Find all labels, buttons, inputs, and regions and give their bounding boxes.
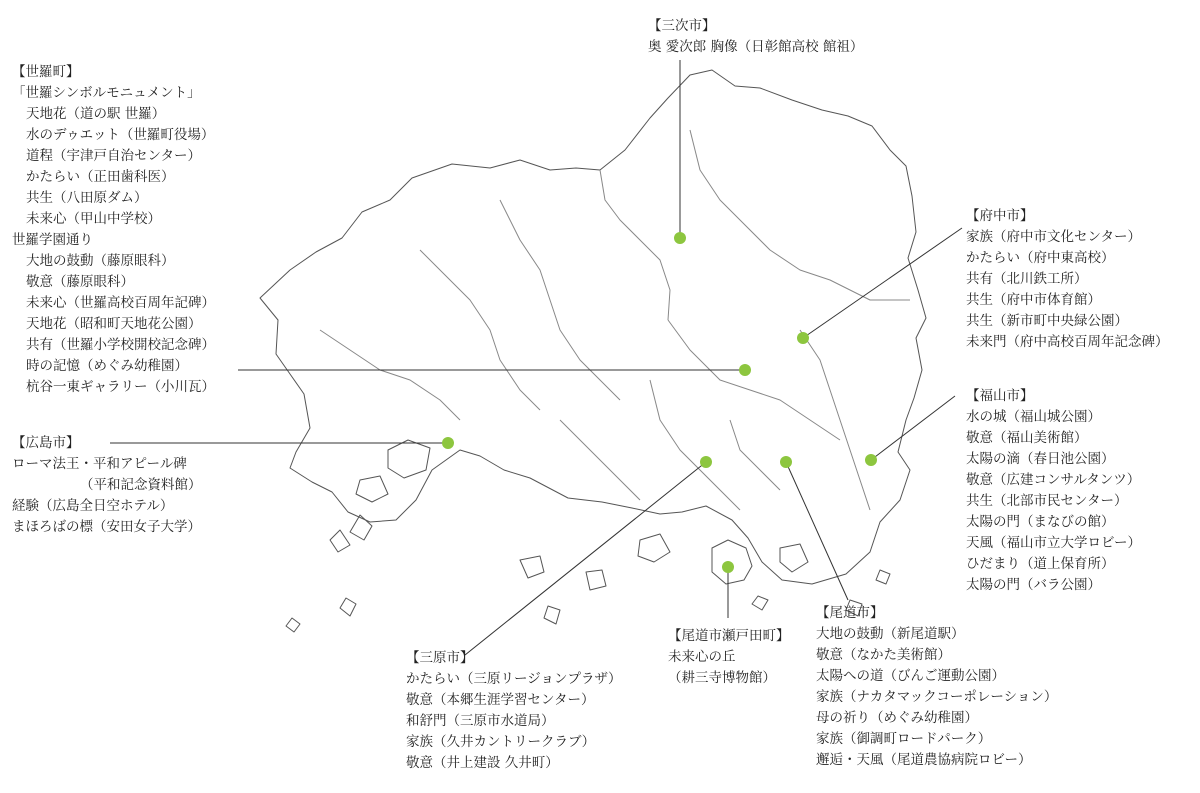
island	[340, 598, 356, 616]
boundary	[320, 330, 460, 420]
boundary	[730, 420, 780, 490]
setoda-item: 未来心の丘	[668, 649, 736, 665]
fukuyama-item: 天風（福山市立大学ロビー）	[966, 535, 1141, 551]
miyoshi-item: 奥 愛次郎 胸像（日彰館高校 館祖）	[648, 39, 864, 55]
dot-fukuyama	[865, 454, 877, 466]
setoda-block	[668, 626, 790, 689]
dot-setoda	[722, 561, 734, 573]
location-dots	[442, 232, 877, 573]
sera-item: かたらい（正田歯科医）	[26, 169, 175, 185]
boundary	[668, 320, 840, 440]
mihara-item: 敬意（井上建設 久井町）	[406, 755, 559, 771]
boundary	[600, 170, 670, 320]
island	[780, 544, 808, 572]
sera-item: 未来心（世羅高校百周年記碑）	[26, 295, 215, 311]
sera-item: 時の記憶（めぐみ幼稚園）	[26, 358, 188, 374]
fuchu-block	[966, 206, 1169, 353]
fukuyama-item: 太陽の滴（春日池公園）	[966, 451, 1115, 467]
onomichi-block	[816, 603, 1057, 771]
leader-line-fuchu	[803, 228, 962, 338]
leader-line-onomichi	[786, 462, 848, 600]
island	[350, 515, 372, 540]
island	[876, 570, 890, 584]
onomichi-item: 家族（ナカタマックコーポレーション）	[816, 689, 1058, 705]
sera-item: 天地花（道の駅 世羅）	[26, 106, 166, 122]
island	[544, 606, 560, 624]
sera-item: 道程（宇津戸自治センター）	[26, 148, 201, 164]
hiroshima-block	[12, 433, 202, 538]
fukuyama-item: 敬意（広建コンサルタンツ）	[966, 472, 1141, 488]
hiroshima-item: 経験（広島全日空ホテル）	[12, 498, 174, 514]
sera-item: 天地花（昭和町天地花公園）	[26, 316, 202, 332]
setoda-item: （耕三寺博物館）	[668, 670, 776, 686]
prefecture-outline	[260, 70, 926, 584]
mihara-item: 敬意（本郷生涯学習センター）	[406, 692, 595, 708]
mihara-item: 家族（久井カントリークラブ）	[406, 734, 596, 750]
onomichi-item: 邂逅・天風（尾道農協病院ロビー）	[816, 752, 1032, 768]
fukuyama-item: ひだまり（道上保育所）	[966, 556, 1115, 572]
sera-item: 共有（世羅小学校開校記念碑）	[26, 337, 215, 353]
hiroshima-item: ローマ法王・平和アピール碑	[12, 456, 187, 472]
dot-mihara	[700, 456, 712, 468]
dot-miyoshi	[674, 232, 686, 244]
onomichi-title: 【尾道市】	[816, 605, 884, 621]
onomichi-item: 家族（御調町ロードパーク）	[816, 731, 992, 747]
sera-item: 大地の鼓動（藤原眼科）	[26, 253, 175, 269]
fukuyama-title: 【福山市】	[966, 388, 1034, 404]
island	[520, 556, 544, 578]
onomichi-item: 母の祈り（めぐみ幼稚園）	[816, 710, 978, 726]
sera-sub2: 世羅学園通り	[12, 232, 93, 248]
miyoshi-title: 【三次市】	[648, 18, 716, 34]
onomichi-item: 大地の鼓動（新尾道駅）	[816, 626, 965, 642]
onomichi-item: 敬意（なかた美術館）	[816, 647, 951, 663]
fuchu-item: 共生（新市町中央緑公園）	[966, 313, 1128, 329]
fukuyama-item: 敬意（福山美術館）	[966, 430, 1088, 446]
mihara-block	[406, 648, 621, 774]
island	[712, 540, 752, 584]
island	[286, 618, 300, 632]
dot-fuchu	[797, 332, 809, 344]
sera-item: 敬意（藤原眼科）	[26, 274, 134, 290]
sera-item: 共生（八田原ダム）	[26, 190, 148, 206]
island	[752, 596, 768, 610]
dot-hiroshima	[442, 437, 454, 449]
sera-item: 未来心（甲山中学校）	[26, 211, 161, 227]
fuchu-title: 【府中市】	[966, 208, 1034, 224]
fukuyama-item: 太陽の門（バラ公園）	[966, 577, 1101, 593]
fuchu-item: 未来門（府中高校百周年記念碑）	[966, 334, 1169, 350]
fukuyama-block	[966, 386, 1141, 596]
island	[638, 534, 670, 562]
fukuyama-item: 水の城（福山城公園）	[966, 409, 1101, 425]
leader-line-fukuyama	[871, 396, 955, 460]
leader-lines	[110, 60, 962, 655]
island	[586, 570, 606, 590]
fukuyama-item: 共生（北部市民センター）	[966, 493, 1128, 509]
fuchu-item: 家族（府中市文化センター）	[966, 229, 1141, 245]
onomichi-item: 太陽への道（びんご運動公園）	[816, 668, 1005, 684]
sera-block	[12, 62, 215, 398]
hiroshima-item: まほろばの標（安田女子大学）	[12, 519, 201, 535]
sera-title: 【世羅町】	[12, 64, 80, 80]
fuchu-item: かたらい（府中東高校）	[966, 250, 1115, 266]
sera-sub1: 「世羅シンボルモニュメント」	[12, 85, 201, 101]
mihara-title: 【三原市】	[406, 650, 474, 666]
dot-sera	[739, 364, 751, 376]
map-outline	[260, 70, 926, 632]
island	[388, 440, 430, 478]
mihara-item: かたらい（三原リージョンプラザ）	[406, 671, 622, 687]
miyoshi-block	[648, 16, 863, 58]
boundary	[560, 420, 640, 500]
mihara-item: 和舒門（三原市水道局）	[406, 713, 555, 729]
fukuyama-item: 太陽の門（まなびの館）	[966, 514, 1115, 530]
fuchu-item: 共生（府中市体育館）	[966, 292, 1101, 308]
island	[330, 530, 350, 552]
sera-item: 杭谷一東ギャラリー（小川瓦）	[26, 379, 215, 395]
sera-item: 水のデゥエット（世羅町役場）	[26, 127, 215, 143]
boundary	[650, 380, 740, 510]
boundary	[690, 130, 910, 300]
boundary	[420, 250, 540, 410]
island	[356, 476, 388, 502]
dot-onomichi	[780, 456, 792, 468]
hiroshima-item: （平和記念資料館）	[80, 477, 202, 493]
hiroshima-title: 【広島市】	[12, 435, 80, 451]
setoda-title: 【尾道市瀬戸田町】	[668, 628, 790, 644]
fuchu-item: 共有（北川鉄工所）	[966, 271, 1088, 287]
